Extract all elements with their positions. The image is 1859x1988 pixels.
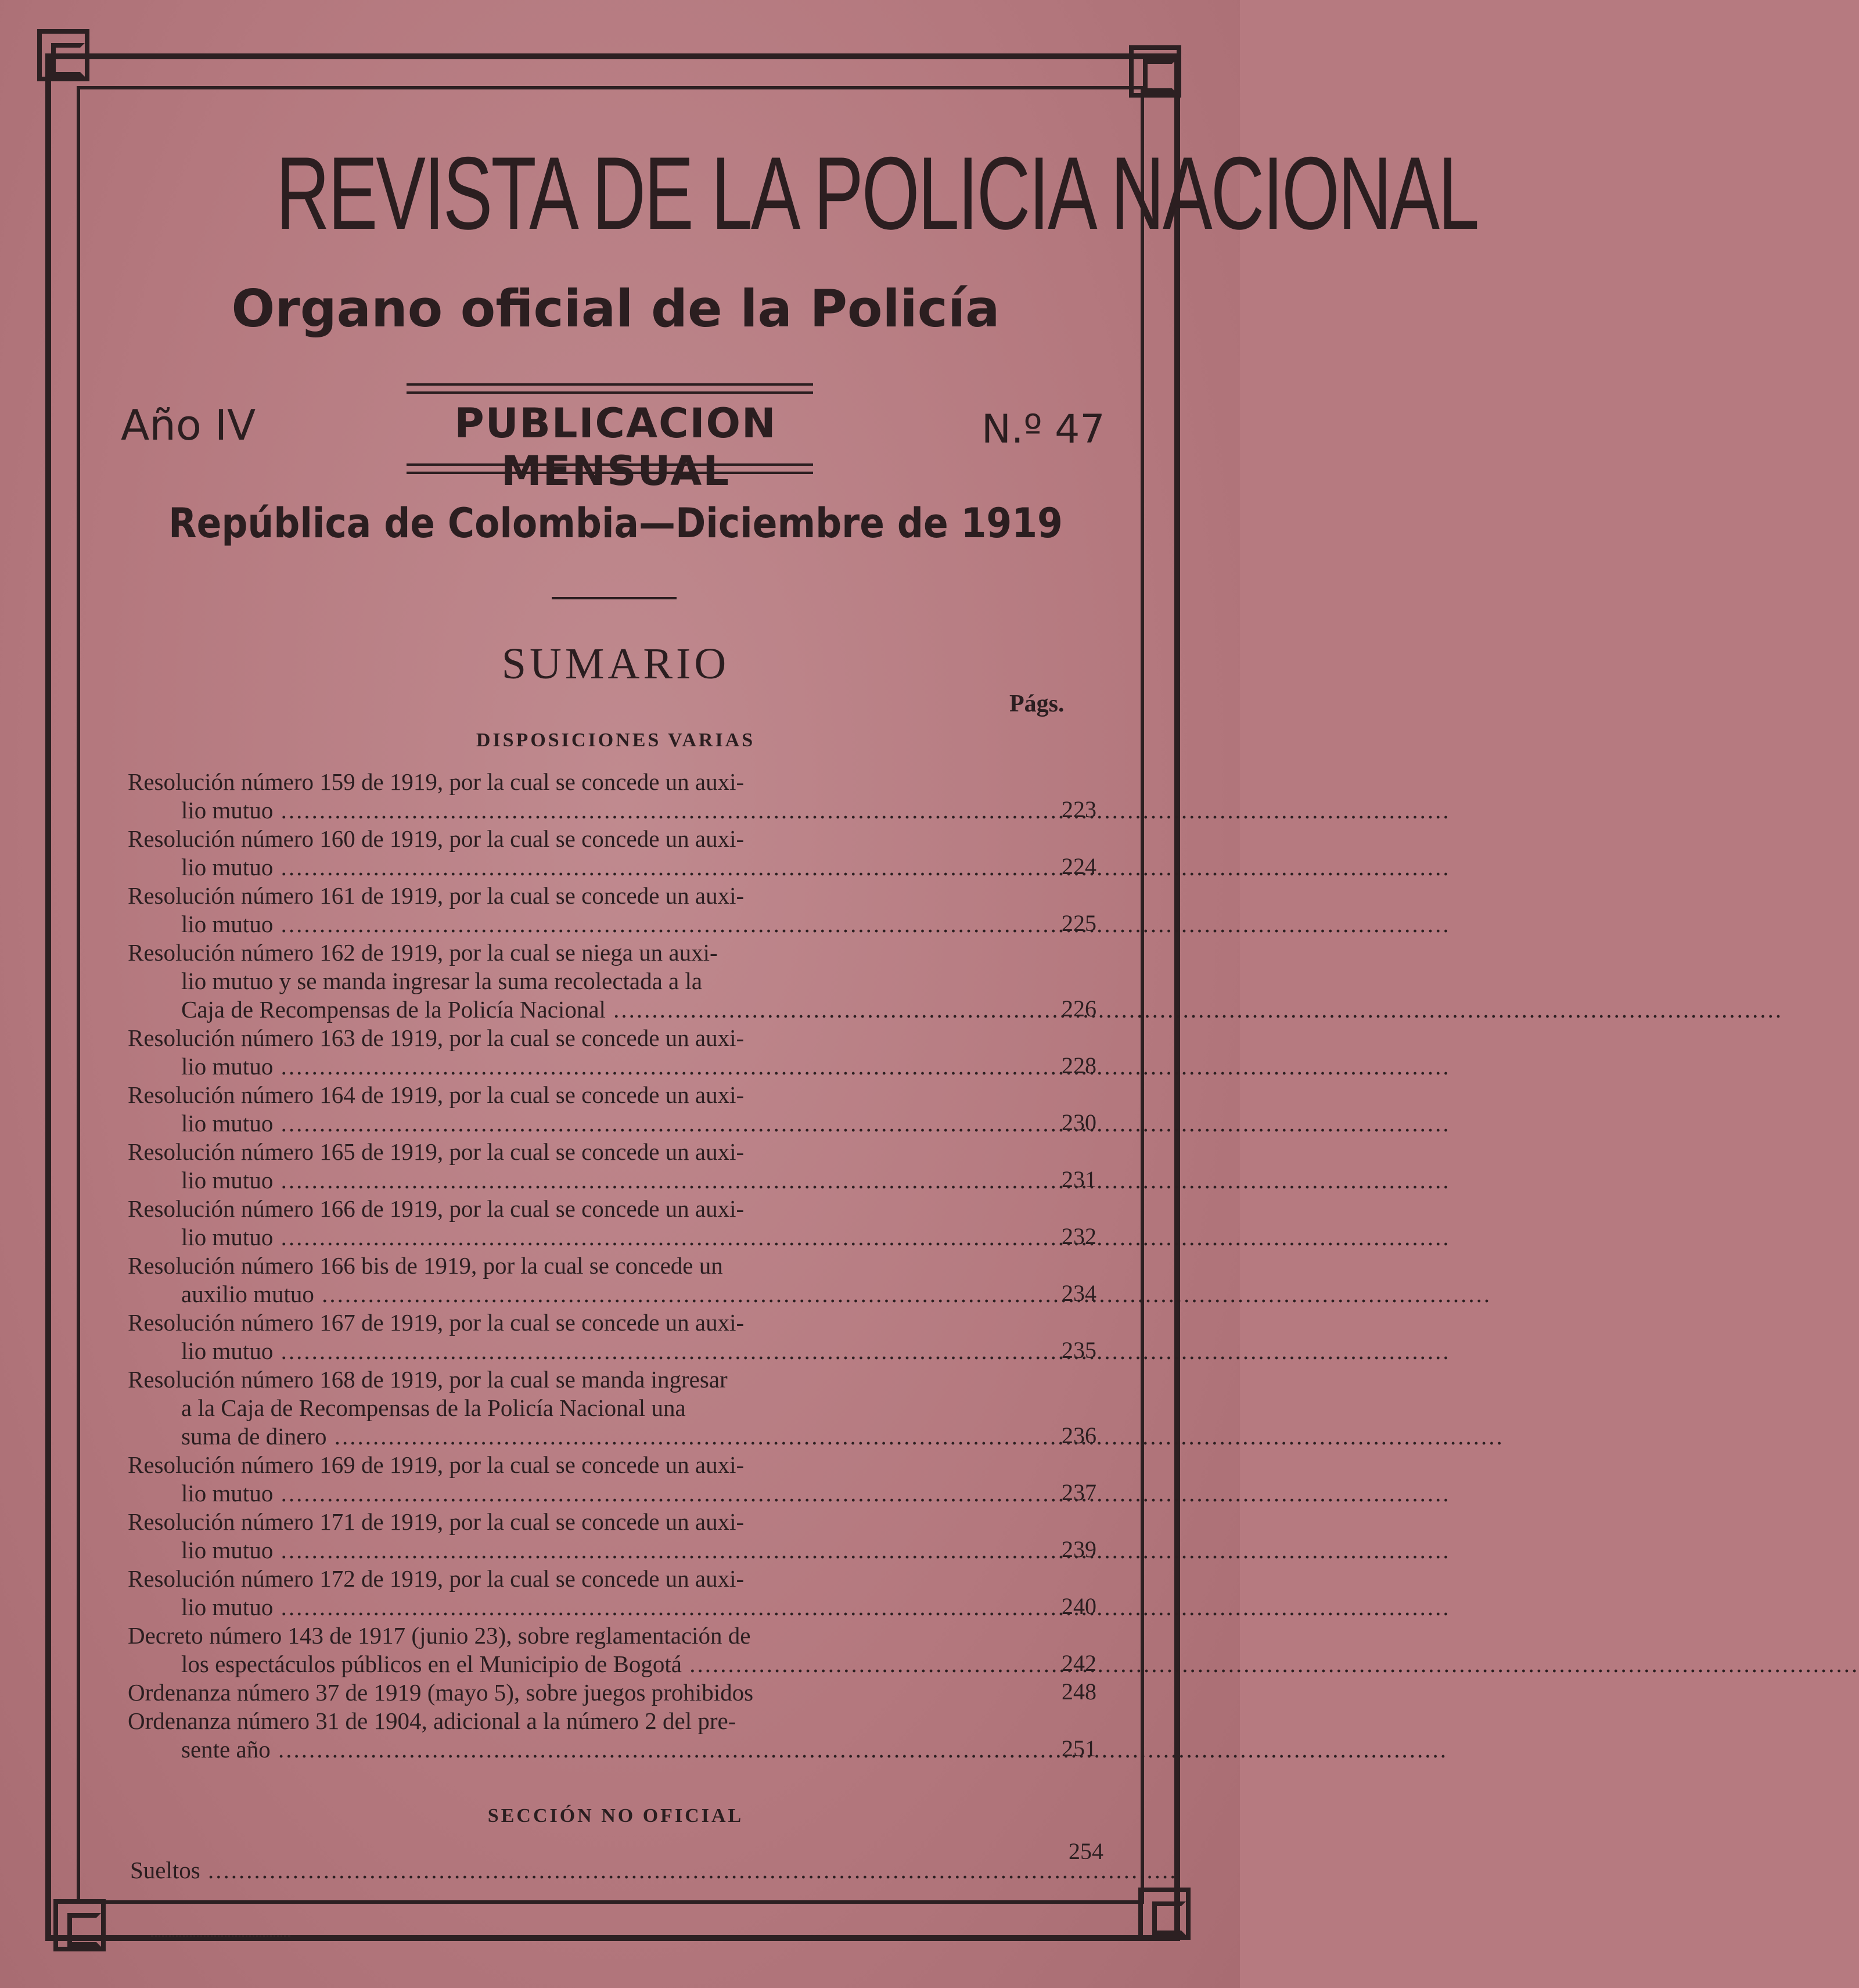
corner-ornament-top-right [1129, 45, 1181, 98]
toc-entry-page: 240 [1062, 1593, 1096, 1619]
toc-entry [128, 882, 1103, 939]
toc-entry-page: 230 [1062, 1109, 1096, 1135]
toc-entry-title: Resolución número 166 bis de 1919, por la cual se concede un [128, 1252, 723, 1279]
toc-entry [128, 825, 1103, 882]
toc-entry-leader-line: auxilio mutuo ..... [128, 1280, 1016, 1308]
toc-entry-leader-line: lio mutuo ..... [128, 853, 1016, 882]
toc-entry-page: 224 [1062, 853, 1096, 879]
toc-entry-title-continued: lio mutuo y se manda ingresar la suma recolectada a la [181, 968, 703, 994]
toc-entry-title: Decreto número 143 de 1917 (junio 23), sobre reglamentación de [128, 1622, 751, 1649]
toc-entry [128, 1252, 1103, 1308]
divider [552, 597, 677, 599]
toc-entry-leader-line: Caja de Recompensas de la Policía Nacional ..... [128, 995, 1016, 1024]
toc-entry [128, 1024, 1103, 1081]
toc-entry-title: Resolución número 164 de 1919, por la cual se concede un auxi- [128, 1081, 745, 1108]
table-of-contents [128, 768, 1103, 1764]
corner-ornament-top-left [37, 29, 89, 81]
publication-frequency: PUBLICACION MENSUAL [454, 400, 777, 495]
sueltos-page: 254 [1069, 1838, 1103, 1864]
toc-entry-leader-line: los espectáculos públicos en el Municipio de Bogotá ..... [128, 1650, 1016, 1678]
magazine-subtitle: Organo oficial de la Policía [231, 279, 1000, 339]
toc-entry-leader-line: suma de dinero ..... [128, 1422, 1016, 1451]
toc-entry-page: 225 [1062, 910, 1096, 936]
toc-entry [128, 1565, 1103, 1622]
toc-entry-page: 236 [1062, 1422, 1096, 1448]
toc-entry-page: 232 [1062, 1223, 1096, 1249]
toc-entry-leader-line: lio mutuo ..... [128, 1052, 1016, 1081]
toc-entry [128, 1195, 1103, 1252]
section-heading-unofficial: SECCIÓN NO OFICIAL [487, 1805, 744, 1827]
toc-entry-leader-line: sente año ..... [128, 1735, 1016, 1764]
toc-entry [128, 1365, 1103, 1451]
toc-entry [128, 768, 1103, 825]
toc-entry-page: 251 [1062, 1735, 1096, 1761]
double-rule-bottom [407, 463, 813, 474]
toc-entry-page: 226 [1062, 995, 1096, 1022]
toc-entry-leader-line: lio mutuo ..... [128, 1337, 1016, 1365]
toc-entry-title: Resolución número 171 de 1919, por la cual se concede un auxi- [128, 1508, 745, 1535]
toc-entry-title: Resolución número 169 de 1919, por la cual se concede un auxi- [128, 1451, 745, 1478]
toc-entry-title: Resolución número 161 de 1919, por la cual se concede un auxi- [128, 882, 745, 909]
toc-entry [128, 1508, 1103, 1565]
toc-entry-page: 242 [1062, 1650, 1096, 1676]
toc-entry-page: 239 [1062, 1536, 1096, 1562]
pages-label: Págs. [1009, 691, 1065, 717]
place-and-date: República de Colombia—Diciembre de 1919 [168, 499, 1063, 547]
summary-heading: SUMARIO [501, 639, 730, 688]
toc-entry-page: 223 [1062, 796, 1096, 822]
toc-entry-page: 235 [1062, 1337, 1096, 1363]
toc-entry [128, 1138, 1103, 1195]
toc-entry-page: 237 [1062, 1479, 1096, 1505]
toc-entry-title: Resolución número 168 de 1919, por la cual se manda ingresar [128, 1366, 728, 1393]
toc-entry-page: 234 [1062, 1280, 1096, 1306]
toc-entry [128, 1451, 1103, 1508]
toc-entry-title: Resolución número 162 de 1919, por la cual se niega un auxi- [128, 939, 718, 966]
toc-entry-leader-line: lio mutuo ..... [128, 910, 1016, 939]
toc-entry-leader-line: lio mutuo ..... [128, 1166, 1016, 1195]
toc-entry [128, 1308, 1103, 1365]
issue-number: N.º 47 [981, 407, 1105, 452]
toc-entry-leader-line: lio mutuo ..... [128, 1109, 1016, 1138]
corner-ornament-bottom-right [1138, 1888, 1191, 1940]
toc-entry-page: 231 [1062, 1166, 1096, 1192]
toc-entry [128, 1678, 1103, 1707]
toc-entry-title: Resolución número 160 de 1919, por la cual se concede un auxi- [128, 825, 745, 852]
toc-entry-title-continued: a la Caja de Recompensas de la Policía Nacional una [181, 1394, 686, 1421]
year-label: Año IV [121, 401, 256, 450]
toc-entry [128, 1622, 1103, 1678]
toc-entry-leader-line: lio mutuo ..... [128, 1223, 1016, 1252]
section-heading-official: DISPOSICIONES VARIAS [476, 729, 756, 751]
toc-entry [128, 1707, 1103, 1764]
toc-entry-title: Resolución número 172 de 1919, por la cual se concede un auxi- [128, 1565, 745, 1592]
magazine-title: REVISTA DE LA POLICIA NACIONAL [276, 135, 1478, 251]
toc-entry-leader-line: lio mutuo ..... [128, 1593, 1016, 1622]
printer-stamp [151, 1935, 290, 1945]
sueltos-entry: Sueltos ..... [130, 1856, 1019, 1884]
toc-entry-title: Resolución número 163 de 1919, por la cual se concede un auxi- [128, 1024, 745, 1051]
corner-ornament-bottom-left [53, 1899, 106, 1951]
toc-entry-title: Resolución número 166 de 1919, por la cual se concede un auxi- [128, 1195, 745, 1222]
toc-entry-page: 248 [1062, 1678, 1096, 1705]
toc-entry-title: Resolución número 167 de 1919, por la cual se concede un auxi- [128, 1309, 745, 1336]
toc-entry-title: Ordenanza número 31 de 1904, adicional a la número 2 del pre- [128, 1707, 736, 1734]
toc-entry-title: Resolución número 159 de 1919, por la cual se concede un auxi- [128, 768, 745, 795]
toc-entry-title: Resolución número 165 de 1919, por la cual se concede un auxi- [128, 1138, 745, 1165]
toc-entry [128, 939, 1103, 1024]
double-rule-top [407, 383, 813, 394]
toc-entry-leader-line: lio mutuo ..... [128, 1479, 1016, 1508]
toc-entry [128, 1081, 1103, 1138]
toc-entry-page: 228 [1062, 1052, 1096, 1079]
toc-entry-leader-line: lio mutuo ..... [128, 1536, 1016, 1565]
toc-entry-title: Ordenanza número 37 de 1919 (mayo 5), sobre juegos prohibidos [128, 1679, 754, 1706]
toc-entry-leader-line: lio mutuo ..... [128, 796, 1016, 825]
